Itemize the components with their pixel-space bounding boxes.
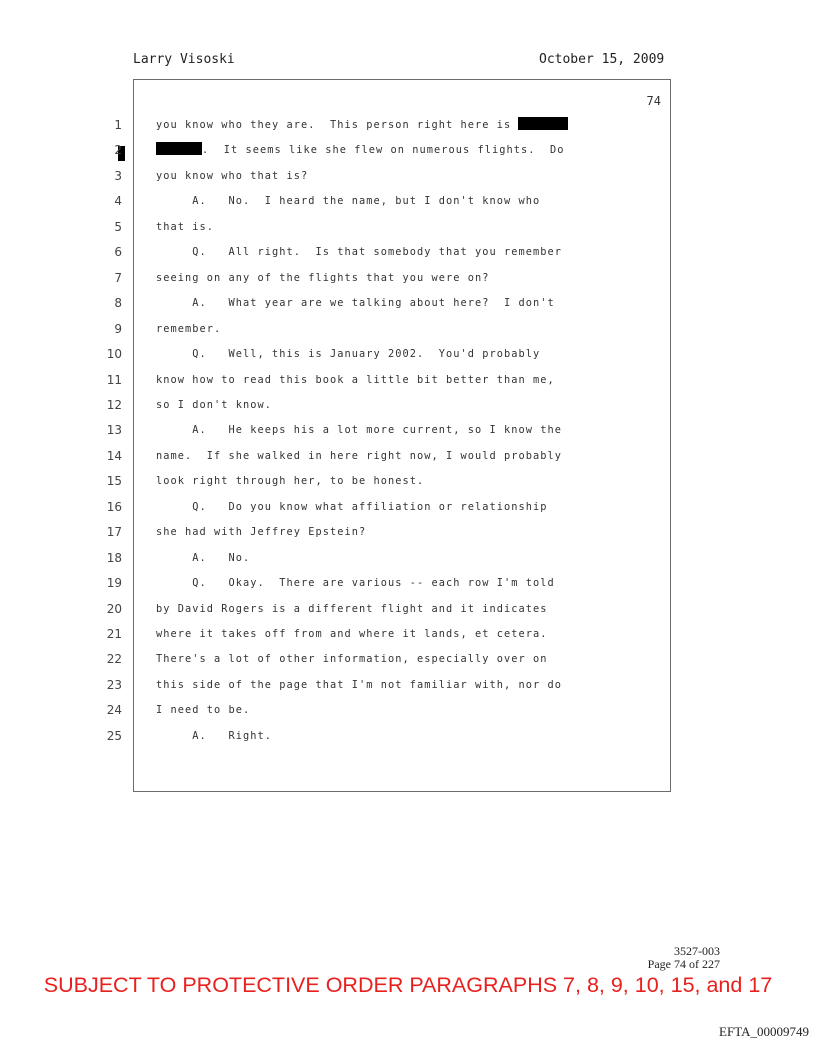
transcript-page-number: 74 bbox=[646, 94, 661, 108]
transcript-line-text: where it takes off from and where it lands, et cetera. bbox=[156, 628, 548, 640]
transcript-line-text: seeing on any of the flights that you were on? bbox=[156, 271, 490, 284]
transcript-line-text: Q. Do you know what affiliation or relationship bbox=[156, 500, 548, 513]
transcript-line-text: name. If she walked in here right now, I would probably bbox=[156, 449, 562, 462]
transcript-line bbox=[156, 268, 666, 288]
transcript-line-text: she had with Jeffrey Epstein? bbox=[156, 526, 367, 539]
line-number: 9 bbox=[114, 321, 122, 336]
transcript-line bbox=[156, 726, 666, 746]
line-number: 2 bbox=[114, 143, 122, 158]
line-number: 4 bbox=[114, 194, 122, 209]
line-number: 23 bbox=[106, 677, 122, 692]
line-number: 22 bbox=[106, 652, 122, 667]
transcript-line bbox=[156, 115, 666, 135]
transcript-line bbox=[156, 242, 666, 262]
transcript-line-text: Q. All right. Is that somebody that you remember bbox=[156, 246, 562, 259]
line-number: 16 bbox=[106, 499, 122, 514]
header-witness-name: Larry Visoski bbox=[133, 52, 235, 67]
transcript-line bbox=[156, 548, 666, 568]
transcript-line-text: I need to be. bbox=[156, 704, 251, 717]
line-number: 8 bbox=[114, 296, 122, 311]
line-number: 6 bbox=[114, 245, 122, 260]
line-number: 18 bbox=[106, 550, 122, 565]
transcript-line bbox=[156, 370, 666, 390]
line-number: 3 bbox=[114, 168, 122, 183]
line-number: 19 bbox=[106, 576, 122, 591]
transcript-line-text: this side of the page that I'm not familiar with, nor do bbox=[156, 678, 562, 691]
transcript-line bbox=[156, 344, 666, 364]
transcript-line bbox=[156, 700, 666, 720]
redaction-block bbox=[518, 117, 568, 130]
transcript-line bbox=[156, 293, 666, 313]
transcript-line-text: so I don't know. bbox=[156, 398, 272, 411]
transcript-line bbox=[156, 497, 666, 517]
transcript-line-text: Q. Well, this is January 2002. You'd probably bbox=[156, 348, 541, 361]
transcript-line-text: look right through her, to be honest. bbox=[156, 475, 425, 488]
transcript-line bbox=[156, 191, 666, 211]
transcript-line bbox=[156, 420, 666, 440]
transcript-line-text: There's a lot of other information, especially over on bbox=[156, 653, 548, 666]
line-number: 17 bbox=[106, 525, 122, 540]
transcript-line bbox=[156, 599, 666, 619]
line-number: 10 bbox=[106, 347, 122, 362]
transcript-line-text: Q. Okay. There are various -- each row I'm told bbox=[156, 577, 555, 590]
line-number: 11 bbox=[106, 372, 122, 387]
transcript-line bbox=[156, 140, 666, 160]
transcript-line-text: A. No. bbox=[156, 551, 251, 564]
line-number: 20 bbox=[106, 601, 122, 616]
redaction-block bbox=[156, 142, 202, 155]
transcript-line-text: remember. bbox=[156, 322, 222, 335]
transcript-line-text: A. Right. bbox=[156, 729, 272, 742]
transcript-line bbox=[156, 319, 666, 339]
transcript-line-text: you know who they are. This person right here is bbox=[156, 119, 519, 131]
transcript-line bbox=[156, 649, 666, 669]
transcript-line-text: A. What year are we talking about here? I don't bbox=[156, 297, 555, 310]
transcript-line-text: . It seems like she flew on numerous flights. Do bbox=[202, 144, 565, 157]
transcript-line bbox=[156, 166, 666, 186]
transcript-line bbox=[156, 471, 666, 491]
transcript-line-text: you know who that is? bbox=[156, 169, 309, 182]
line-number: 25 bbox=[106, 728, 122, 743]
line-number: 7 bbox=[114, 270, 122, 285]
header-date: October 15, 2009 bbox=[539, 52, 665, 67]
bates-number: EFTA_00009749 bbox=[719, 1024, 809, 1039]
page-of-total: Page 74 of 227 bbox=[647, 957, 720, 971]
transcript-line bbox=[156, 395, 666, 415]
transcript-line bbox=[156, 446, 666, 466]
transcript-line bbox=[156, 573, 666, 593]
line-number: 5 bbox=[114, 219, 122, 234]
transcript-line bbox=[156, 675, 666, 695]
transcript-line bbox=[156, 624, 666, 644]
line-number: 15 bbox=[106, 474, 122, 489]
line-number: 21 bbox=[106, 627, 122, 641]
line-number: 13 bbox=[106, 423, 122, 438]
transcript-line bbox=[156, 217, 666, 237]
line-number: 1 bbox=[114, 118, 122, 132]
transcript-line-text: that is. bbox=[156, 220, 214, 233]
transcript-line bbox=[156, 522, 666, 542]
transcript-line-text: by David Rogers is a different flight and it indicates bbox=[156, 602, 548, 615]
transcript-line-text: A. No. I heard the name, but I don't know who bbox=[156, 195, 541, 208]
protective-order-notice: SUBJECT TO PROTECTIVE ORDER PARAGRAPHS 7, 8, 9, 10, 15, and 17 bbox=[43, 973, 773, 997]
case-code: 3527-003 bbox=[674, 944, 720, 958]
transcript-line-text: know how to read this book a little bit better than me, bbox=[156, 373, 555, 386]
transcript-line-text: A. He keeps his a lot more current, so I know the bbox=[156, 424, 562, 437]
line-number: 14 bbox=[106, 448, 122, 463]
line-number: 24 bbox=[106, 703, 122, 718]
line-number: 12 bbox=[106, 397, 122, 412]
